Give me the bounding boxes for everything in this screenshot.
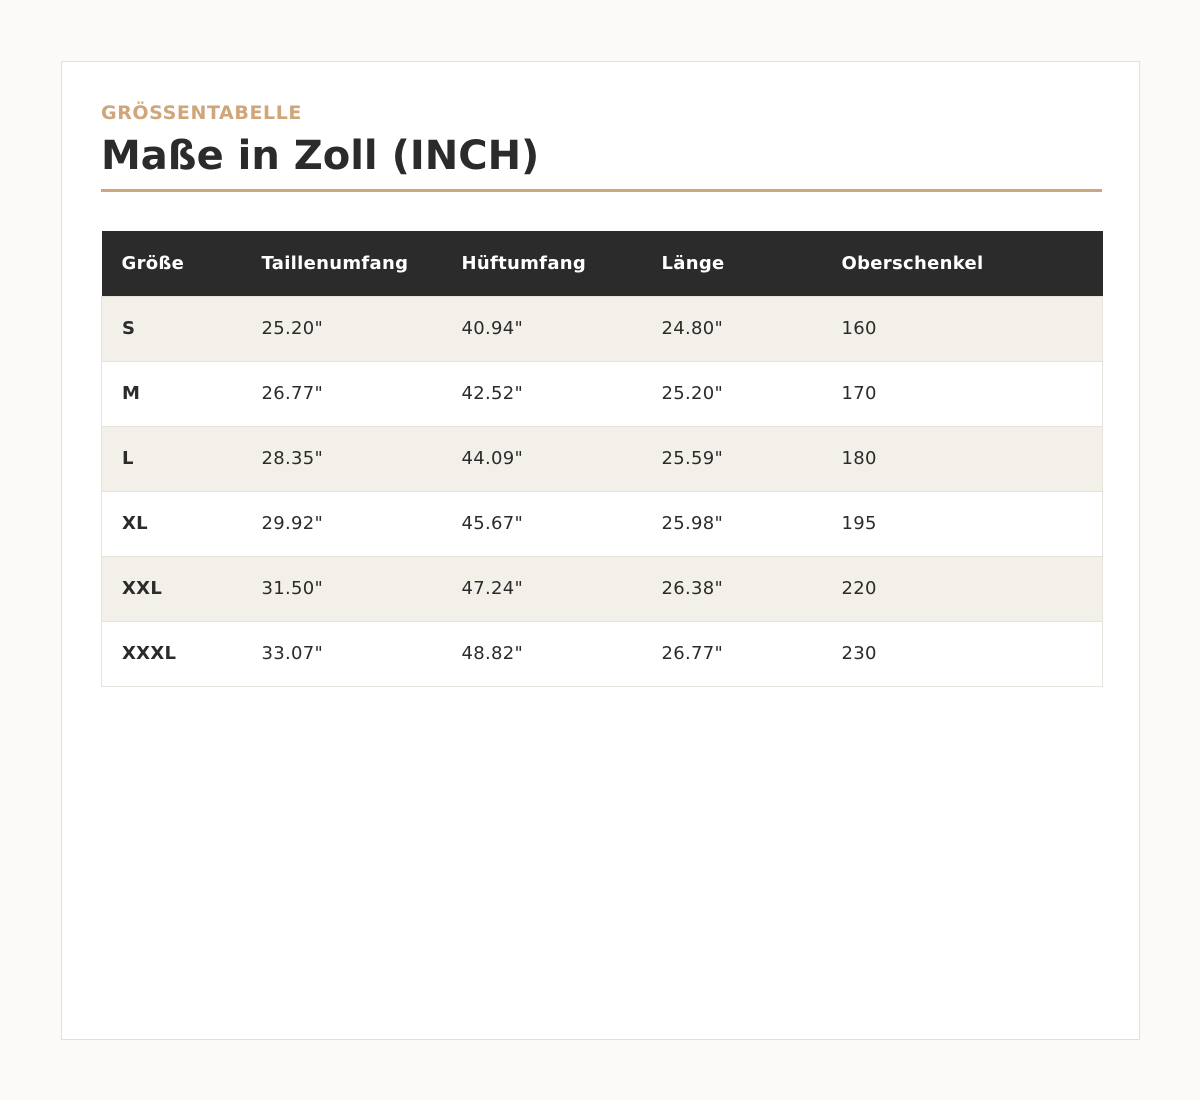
table-header (102, 231, 1103, 296)
section-eyebrow: GRÖSSENTABELLE (101, 102, 303, 124)
waist-cell: 31.50" (242, 556, 442, 621)
hip-cell: 47.24" (442, 556, 642, 621)
table-row (102, 426, 1103, 491)
hip-cell: 44.09" (442, 426, 642, 491)
waist-cell: 28.35" (242, 426, 442, 491)
column-header-length: Länge (661, 252, 725, 274)
table-row (102, 621, 1103, 686)
size-cell: XL (102, 491, 242, 556)
waist-cell: 29.92" (242, 491, 442, 556)
length-cell: 25.59" (642, 426, 822, 491)
thigh-cell: 170 (822, 361, 1103, 426)
size-cell: S (102, 296, 242, 361)
column-header-waist: Taillenumfang (261, 252, 409, 274)
thigh-cell: 230 (822, 621, 1103, 686)
thigh-cell: 160 (822, 296, 1103, 361)
table-row (102, 491, 1103, 556)
hip-cell: 42.52" (442, 361, 642, 426)
column-header-size: Größe (121, 252, 185, 274)
thigh-cell: 180 (822, 426, 1103, 491)
length-cell: 25.98" (642, 491, 822, 556)
waist-cell: 33.07" (242, 621, 442, 686)
column-header-hip: Hüftumfang (461, 252, 587, 274)
table-header-row (102, 231, 1103, 296)
thigh-cell: 220 (822, 556, 1103, 621)
size-cell: XXL (102, 556, 242, 621)
length-cell: 26.38" (642, 556, 822, 621)
table-body (102, 296, 1103, 686)
page-title: Maße in Zoll (INCH) (101, 133, 540, 179)
waist-cell: 26.77" (242, 361, 442, 426)
size-cell: XXXL (102, 621, 242, 686)
table-row (102, 296, 1103, 361)
hip-cell: 40.94" (442, 296, 642, 361)
column-header-thigh: Oberschenkel (841, 252, 984, 274)
size-cell: M (102, 361, 242, 426)
hip-cell: 45.67" (442, 491, 642, 556)
hip-cell: 48.82" (442, 621, 642, 686)
size-cell: L (102, 426, 242, 491)
thigh-cell: 195 (822, 491, 1103, 556)
length-cell: 24.80" (642, 296, 822, 361)
size-chart-card (61, 61, 1140, 1040)
waist-cell: 25.20" (242, 296, 442, 361)
size-table (101, 231, 1103, 687)
table-row (102, 556, 1103, 621)
table-row (102, 361, 1103, 426)
title-divider (101, 189, 1102, 192)
length-cell: 26.77" (642, 621, 822, 686)
length-cell: 25.20" (642, 361, 822, 426)
